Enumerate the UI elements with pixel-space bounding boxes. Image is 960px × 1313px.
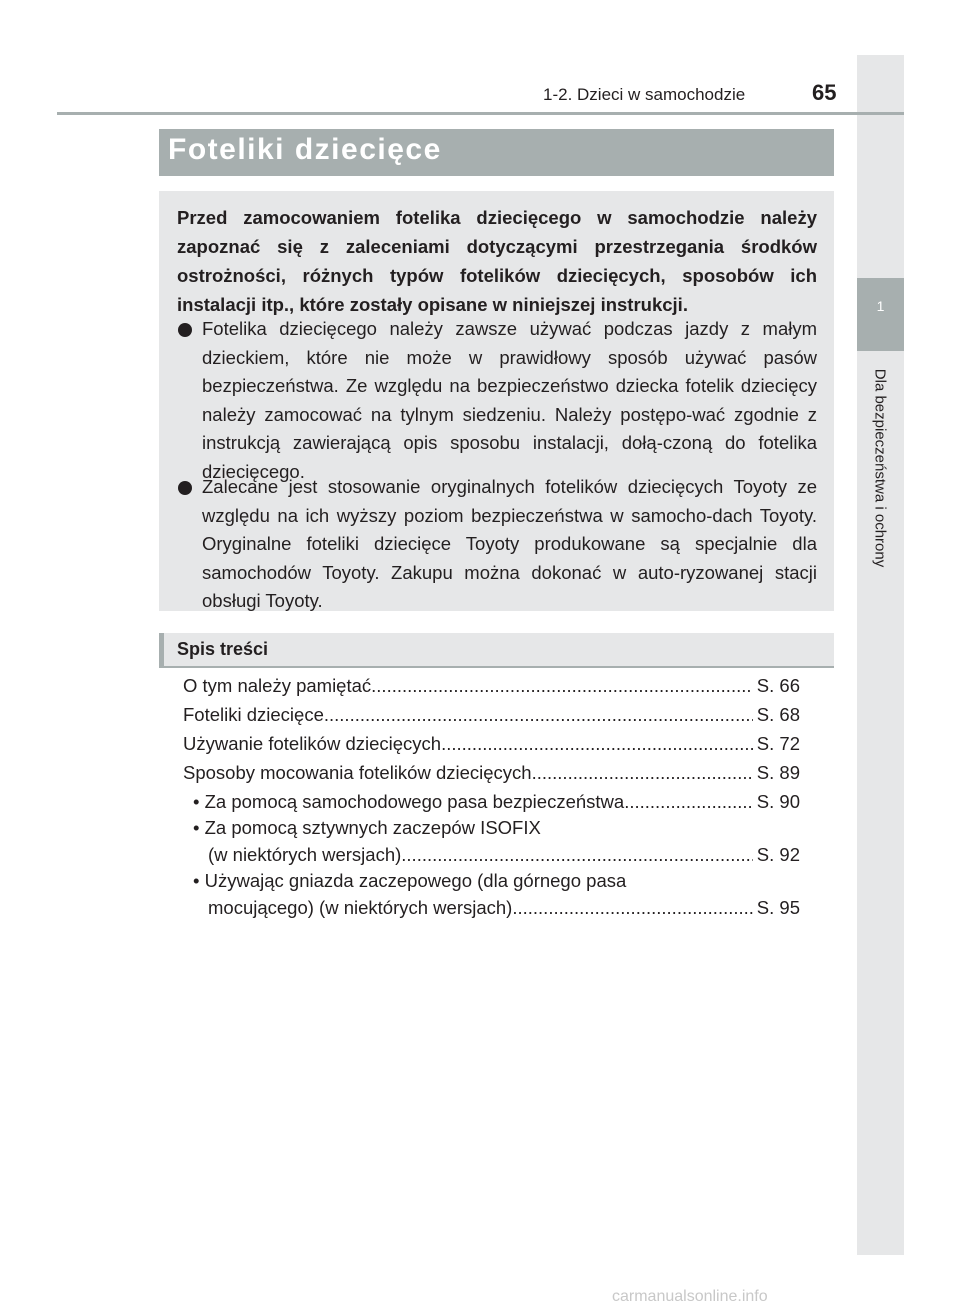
toc-header-accent [159,633,164,668]
toc-entry-page: S. 95 [756,897,800,918]
toc-leader [324,702,753,728]
bullet-dot-icon [178,323,192,337]
section-header: 1-2. Dzieci w samochodzie [543,85,746,104]
toc-entry[interactable] [183,760,800,786]
toc-entry-page: S. 68 [756,704,800,725]
chapter-label: Dla bezpieczeństwa i ochrony [871,368,889,568]
toc-leader [371,673,753,699]
toc-entry-page: S. 92 [756,844,800,865]
toc-entry[interactable] [183,702,800,728]
intro-bullet [177,473,817,616]
toc-entry-label: (w niektórych wersjach) [208,844,402,865]
toc-entry-label: • Za pomocą samochodowego pasa bezpieczeństwa [193,791,625,812]
toc-leader [512,895,752,921]
watermark: carmanualsonline.info [612,1288,768,1305]
toc-sub-entry[interactable] [208,842,800,868]
toc-sub-entry[interactable] [208,895,800,921]
toc-entry[interactable] [183,673,800,699]
toc-entry-page: S. 66 [756,675,800,696]
toc-leader [441,731,753,757]
toc-entry-page: S. 90 [756,791,800,812]
toc-leader [401,842,753,868]
toc-leader [624,789,753,815]
intro-bullet [177,315,817,486]
toc-entry-page: S. 72 [756,733,800,754]
toc-entry-page: S. 89 [756,762,800,783]
toc-entry-label: mocującego) (w niektórych wersjach) [208,897,513,918]
toc-leader [532,760,753,786]
toc-sub-entry-label-line1[interactable]: • Używając gniazda zaczepowego (dla górnego pasa [193,870,627,891]
bullet-dot-icon [178,481,192,495]
page-number: 65 [812,80,837,105]
toc-entry[interactable] [183,731,800,757]
toc-entry-label: Sposoby mocowania fotelików dziecięcych [183,762,532,783]
toc-entry-label: O tym należy pamiętać [183,675,372,696]
page-title: Foteliki dziecięce [168,133,442,166]
header-divider [57,112,904,115]
intro-bold-text: Przed zamocowaniem fotelika dziecięcego w samochodzie należy zapoznać się z zaleceniami dotyczącymi przestrzegania środków ostrożności, różnych typów fotelików dziecięcych, sposobów ich instalacji itp., które zostały opisane w niniejszej instrukcji. [177,207,817,315]
toc-heading: Spis treści [177,639,269,659]
toc-sub-entry-label-line1[interactable]: • Za pomocą sztywnych zaczepów ISOFIX [193,817,541,838]
intro-bullet-text: Zalecane jest stosowanie oryginalnych fotelików dziecięcych Toyoty ze względu na ich wyższy poziom bezpieczeństwa w samocho-dach Toyoty. Oryginalne foteliki dziecięce Toyoty produkowane są specjalnie dla samochodów Toyoty. Zakupu można dokonać w auto-ryzowanej stacji obsługi Toyoty. [202,476,817,611]
toc-sub-entry[interactable] [193,789,800,815]
toc-entry-label: Foteliki dziecięce [183,704,324,725]
toc-entry-label: Używanie fotelików dziecięcych [183,733,442,754]
chapter-number: 1 [857,278,904,351]
intro-bullet-text: Fotelika dziecięcego należy zawsze używać podczas jazdy z małym dzieckiem, które nie może w prawidłowy sposób używać pasów bezpieczeństwa. Ze względu na bezpieczeństwo dziecka fotelik dziecięcy należy zamocować na tylnym siedzeniu. Należy postępo-wać zgodnie z instrukcją zawierającą opis sposobu instalacji, dołą-czoną do fotelika dziecięcego. [202,318,817,482]
